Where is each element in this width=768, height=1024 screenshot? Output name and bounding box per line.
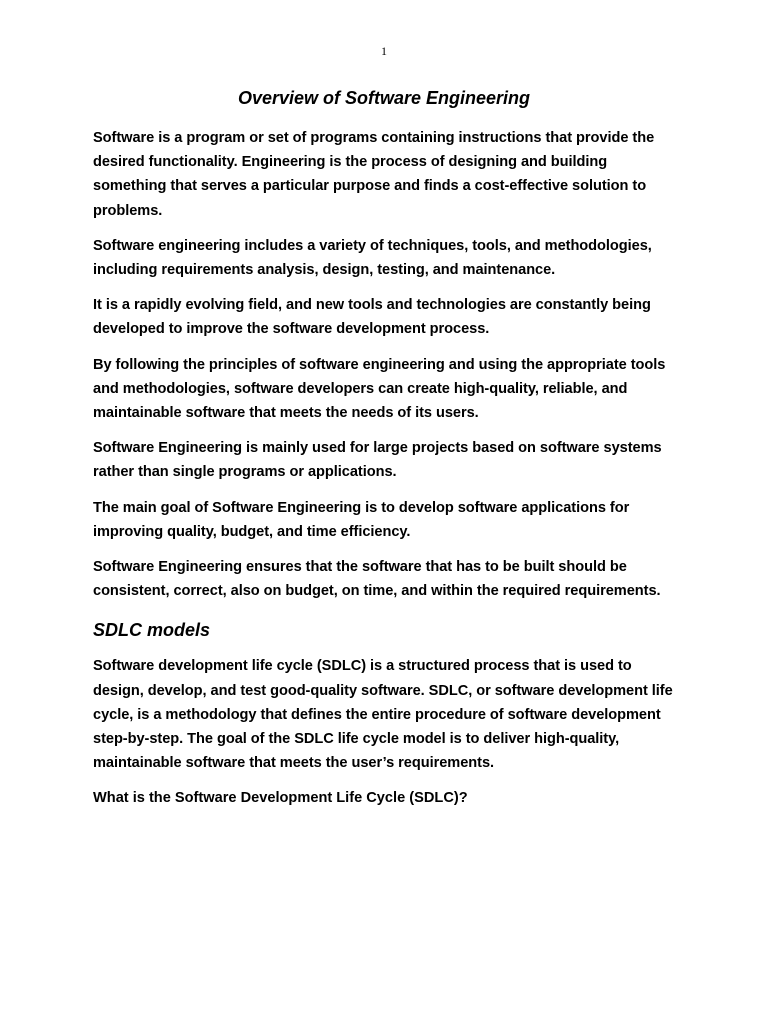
- question-sdlc: What is the Software Development Life Cycle (SDLC)?: [93, 790, 468, 807]
- document-body: [93, 126, 683, 811]
- page-number: 1: [381, 44, 387, 58]
- section-heading-sdlc: SDLC models: [93, 620, 211, 641]
- paragraph-sdlc-definition: Software development life cycle (SDLC) is a structured process that is used to design, develop, and test good-quality software. SDLC, or software development life cycle, is a methodology that defines the entire procedure of software development step-by-step. The goal of the SDLC life cycle model is to deliver high-quality, maintainable software that meets the user’s requirements.: [93, 658, 673, 772]
- paragraph-main-goal: The main goal of Software Engineering is to develop software applications for improving quality, budget, and time efficiency.: [93, 499, 630, 540]
- paragraph-ensures: Software Engineering ensures that the software that has to be built should be consistent, correct, also on budget, on time, and within the required requirements.: [93, 559, 661, 600]
- document-title: Overview of Software Engineering: [237, 88, 531, 108]
- paragraph-principles: By following the principles of software engineering and using the appropriate tools and methodologies, software developers can create high-quality, reliable, and maintainable software that meets the needs of its users.: [93, 356, 666, 422]
- paragraph-evolving-field: It is a rapidly evolving field, and new tools and technologies are constantly being developed to improve the software development process.: [93, 297, 651, 338]
- paragraph-techniques: Software engineering includes a variety of techniques, tools, and methodologies, including requirements analysis, design, testing, and maintenance.: [93, 237, 652, 279]
- paragraph-large-projects: Software Engineering is mainly used for large projects based on software systems rather than single programs or applications.: [93, 440, 662, 481]
- paragraph-software-definition: Software is a program or set of programs containing instructions that provide the desired functionality. Engineering is the process of designing and building something that serves a particular purpose and finds a cost-effective solution to problems.: [93, 130, 655, 219]
